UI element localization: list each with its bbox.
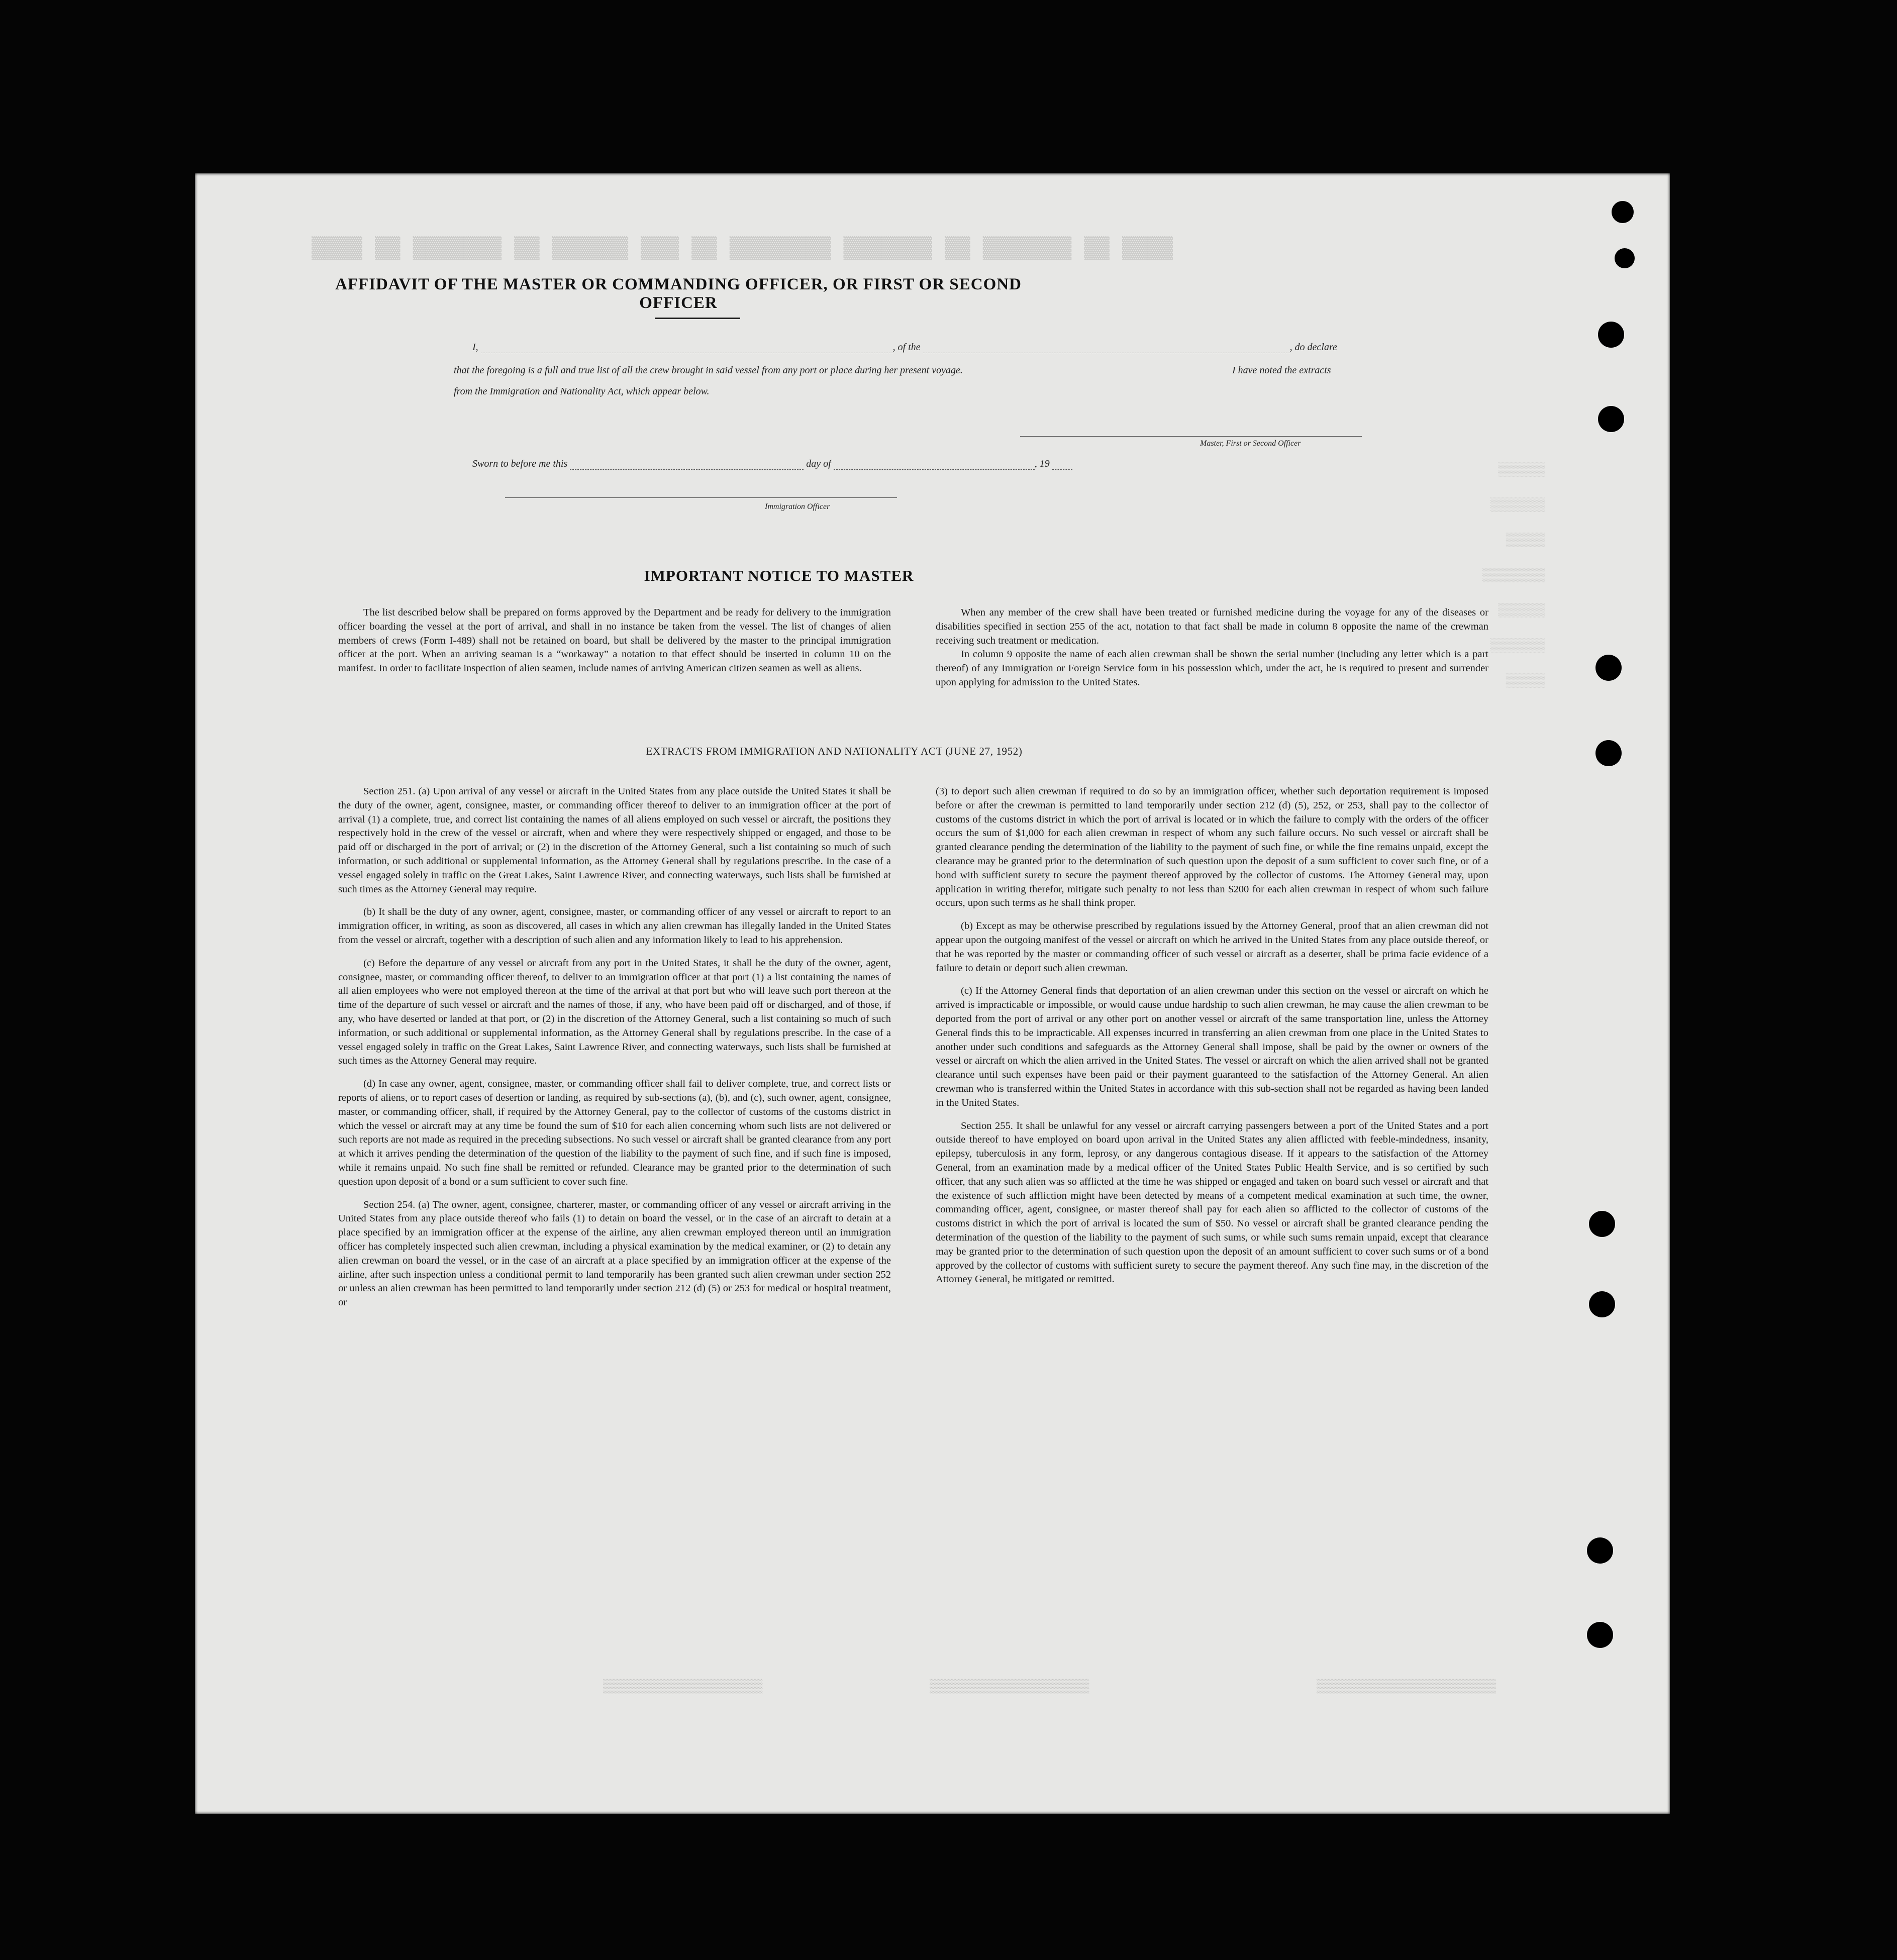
notice-left-paragraph: The list described below shall be prepared on forms approved by the Department and be ready for delivery to the immigration officer boarding the vessel at the port of arrival, and shall in no instance be taken from the vessel. The list of changes of alien members of crews (Form I-489) shall not be retained on board, but shall be delivered by the master to the principal immigration officer at the port. When an arriving seaman is a “workaway” a notation to that effect should be inserted in column 10 on the manifest. In order to facilitate inspection of alien seamen, include names of arriving American citizen seamen as well as aliens. [338, 607, 891, 674]
extract-paragraph: (c) Before the departure of any vessel or aircraft from any port in the United States, it shall be the duty of the owner, agent, consignee, master, or commanding officer thereof, to deliver to an immigration officer at that port (1) a list containing the names of all alien employees who were not employed thereon at the time of the arrival at that port but who will leave such port thereon at the time of the departure of such vessel or aircraft and the names of those, if any, who have been paid off or discharged, and of those, if any, who have deserted or landed at that port, or (2) in the discretion of the Attorney General, such a list containing so much of such information, or such additional or supplemental information, as the Attorney General shall by regulations prescribe. In the case of a vessel engaged solely in traffic on the Great Lakes, Saint Lawrence River, and connecting waterways, such lists shall be furnished at such times as the Attorney General may require. [338, 957, 891, 1067]
notice-right-paragraph-2: In column 9 opposite the name of each alien crewman shall be shown the serial number (including any letter which is a part thereof) of any Immigration or Foreign Service form in his possession which, under the act, he is required to present and surrender upon applying for admission to the United States. [936, 649, 1488, 688]
affidavit-line-2: that the foregoing is a full and true list of all the crew brought in said vessel from any port or place during her present voyage. [454, 365, 963, 376]
sworn-year-field[interactable] [1052, 469, 1072, 470]
extract-paragraph: (c) If the Attorney General finds that deportation of an alien crewman under this section on the vessel or aircraft on which he arrived is impracticable or impossible, or would cause undue hardship to such alien crewman, he may cause the alien crewman to be deported from the port of arrival or any other port on another vessel or aircraft of the same transportation line, unless the Attorney General finds this to be impracticable. All expenses incurred in transferring an alien crewman from one place in the United States to another under such conditions and safeguards as the Attorney General shall impose, shall be paid by the owner or owners of the vessel or aircraft on which the alien arrived in the United States. The vessel or aircraft on which the alien arrived shall not be granted clearance until such expenses have been paid or their payment guaranteed to the satisfaction of the Attorney General. An alien crewman who is transferred within the United States in accordance with this sub-section shall not be regarded as having been landed in the United States. [936, 985, 1488, 1108]
punch-hole [1595, 740, 1622, 766]
affidavit-line-3: from the Immigration and Nationality Act, which appear below. [454, 386, 710, 397]
year-label: , 19 [1034, 458, 1050, 469]
punch-hole [1589, 1291, 1615, 1317]
extract-paragraph: Section 255. It shall be unlawful for any vessel or aircraft carrying passengers between a port of the United States and a port outside thereof to have employed on board upon arrival in the United States any alien afflicted with feeble-mindedness, insanity, epilepsy, tuberculosis in any form, leprosy, or any dangerous contagious disease. If it appears to the satisfaction of the Attorney General, from an examination made by a medical officer of the United States Public Health Service, and is so certified by such officer, that any such alien was so afflicted at the time he was shipped or engaged and taken on board such vessel or aircraft and that the existence of such affliction might have been detected by means of a competent medical examination at such time, the owner, commanding officer, agent, consignee, or master thereof shall pay for each alien so afflicted to the collector of customs of the customs district in which the port of arrival is located the sum of $50. No vessel or aircraft shall be granted clearance pending the determination of the question of the liability to the payment of such sums, or while such sums remain unpaid, except that clearance may be granted prior to the determination of such question upon the deposit of an amount sufficient to cover such sums or of a bond approved by the collector of customs with sufficient surety to secure the payment thereof. Any such fine may, in the discretion of the Attorney General, be mitigated or remitted. [936, 1120, 1488, 1285]
affidavit-of-label: , of the [892, 342, 921, 353]
extract-paragraph: Section 254. (a) The owner, agent, consignee, charterer, master, or commanding officer of any vessel or aircraft arriving in the United States from any place outside thereof who fails (1) to detain on board the vessel, or in the case of an aircraft to detain at a place specified by an immigration officer at the expense of the airline, any alien crewman employed thereon until an immigration officer has completely inspected such alien crewman, including a physical examination by the medical examiner, or (2) to detain any alien crewman on board the vessel, or in the case of an aircraft at a place specified by an immigration officer at the expense of the airline, after such inspection unless a conditional permit to land temporarily has been granted such alien crewman under section 252 or unless an alien crewman has been permitted to land temporarily under section 212 (d) (5) or 253 for medical or hospital treatment, or [338, 1199, 891, 1308]
punch-hole [1587, 1537, 1613, 1564]
extracts-title: EXTRACTS FROM IMMIGRATION AND NATIONALITY ACT (JUNE 27, 1952) [646, 745, 1023, 757]
affidavit-line-2-right: I have noted the extracts [1232, 365, 1331, 376]
affidavit-title: AFFIDAVIT OF THE MASTER OR COMMANDING OFFICER, OR FIRST OR SECOND OFFICER [335, 275, 1022, 312]
punch-hole [1595, 655, 1622, 681]
punch-hole [1598, 406, 1624, 432]
officer-caption: Immigration Officer [765, 502, 830, 511]
day-of-label: day of [806, 458, 831, 469]
notice-right-column [936, 606, 1488, 699]
bleed-through: ▓▓▓▓ ▓▓ ▓▓▓▓▓▓▓ ▓▓ ▓▓▓▓▓▓▓ ▓▓▓▓▓▓▓▓ ▓▓ ▓▓▓ ▓▓▓▓▓▓ ▓▓ ▓▓▓▓▓▓▓ ▓▓ ▓▓▓▓ [312, 236, 1173, 260]
notice-title: IMPORTANT NOTICE TO MASTER [644, 567, 914, 584]
punch-hole [1612, 201, 1634, 223]
bleed-through: ▒▒▒▒▒▒▒▒▒▒▒▒▒▒▒▒ [603, 1678, 763, 1694]
punch-hole [1598, 322, 1624, 348]
sworn-day-field[interactable] [570, 469, 804, 470]
bleed-through: ▒▒▒▒▒▒▒▒▒▒▒▒▒▒▒▒ [930, 1678, 1089, 1694]
notice-right-paragraph-1: When any member of the crew shall have been treated or furnished medicine during the voyage for any of the diseases or disabilities specified in section 255 of the act, notation to that fact shall be made in column 8 opposite the name of the crewman receiving such treatment or medication. [936, 607, 1488, 646]
master-signature-line[interactable] [1020, 436, 1362, 437]
affidavit-line-1 [472, 342, 1337, 353]
notice-left-column [338, 606, 891, 685]
affidavit-declare-label: , do declare [1289, 342, 1337, 353]
sworn-label: Sworn to before me this [472, 458, 568, 469]
extracts-left-column [338, 785, 891, 1319]
officer-signature-line[interactable] [505, 497, 897, 498]
bleed-through: ▒▒▒▒▒▒▒▒▒▒▒▒▒▒▒▒▒▒ [1317, 1678, 1496, 1694]
extracts-right-column [936, 785, 1488, 1296]
master-caption: Master, First or Second Officer [1200, 439, 1301, 448]
extract-paragraph: (d) In case any owner, agent, consignee, master, or commanding officer shall fail to deliver complete, true, and correct lists or reports of aliens, or to report cases of desertion or landing, as required by sub-sections (a), (b), and (c), such owner, agent, consignee, master, or commanding officer, shall, if required by the Attorney General, pay to the collector of customs of the customs district in which the vessel or aircraft may at any time be found the sum of $10 for each alien concerning whom such lists are not delivered or such reports are not made as required in the preceding subsections. No such vessel or aircraft shall be granted clearance from any port at which it arrives pending the determination of the question of the liability to the payment of such fine, and if such fine is imposed, while it remains unpaid. No such fine shall be remitted or refunded. Clearance may be granted prior to the determination of such question upon deposit of a bond or a sum sufficient to cover such fine. [338, 1078, 891, 1187]
punch-hole [1589, 1211, 1615, 1237]
punch-hole [1615, 248, 1635, 268]
extract-paragraph: (3) to deport such alien crewman if required to do so by an immigration officer, whether such deportation requirement is imposed before or after the crewman is permitted to land temporarily under section 212 (d) (5), 252, or 253, shall pay to the collector of customs of the customs district in which the port of arrival is located or in which the failure to comply with the orders of the officer occurs the sum of $1,000 for each alien crewman in respect of whom any such failure occurs. No such vessel or aircraft shall be granted clearance pending the determination of the liability to the payment of such fine, or while the fine remains unpaid, except the clearance may be granted prior to the determination of such question upon the deposit of a sum sufficient to cover such fine, or of a bond with sufficient surety to secure the payment thereof approved by the collector of customs. The Attorney General may, upon application in writing therefor, mitigate such penalty to not less than $200 for each alien crewman in respect of whom such failure occurs, upon such terms as he shall think proper. [936, 786, 1488, 909]
bleed-through: ▒▒▒▒▒▒ ▒▒▒▒▒▒▒ ▒▒▒▒▒ ▒▒▒▒▒▒▒▒ ▒▒▒▒▒▒ ▒▒▒▒▒▒▒ ▒▒▒▒▒ [1482, 462, 1545, 688]
sworn-line [472, 458, 1072, 470]
extract-paragraph: Section 251. (a) Upon arrival of any vessel or aircraft in the United States from any place outside the United States it shall be the duty of the owner, agent, consignee, master, or commanding officer thereof to deliver to an immigration officer at the port of arrival (1) a complete, true, and correct list containing the names of all aliens employed on such vessel or aircraft, the positions they respectively hold in the crew of the vessel or aircraft, when and where they were respectively shipped or engaged, and those to be paid off or discharged in the port of arrival; or (2) in the discretion of the Attorney General, such a list containing so much of such information, or such additional or supplemental information, as the Attorney General shall by regulations prescribe. In the case of a vessel engaged solely in traffic on the Great Lakes, Saint Lawrence River, and connecting waterways, such lists shall be furnished at such times as the Attorney General may require. [338, 786, 891, 895]
affidavit-i-label: I, [472, 342, 478, 353]
sworn-month-field[interactable] [834, 469, 1035, 470]
punch-hole [1587, 1622, 1613, 1648]
extract-paragraph: (b) Except as may be otherwise prescribed by regulations issued by the Attorney General, proof that an alien crewman did not appear upon the outgoing manifest of the vessel or aircraft on which he arrived in the United States from any place outside thereof, or that he was reported by the master or commanding officer of such vessel or aircraft as a deserter, shall be prima facie evidence of a failure to detain or deport such alien crewman. [936, 920, 1488, 974]
extract-paragraph: (b) It shall be the duty of any owner, agent, consignee, master, or commanding officer of any vessel or aircraft to report to an immigration officer, in writing, as soon as discovered, all cases in which any alien crewman has illegally landed in the United States from the vessel or aircraft, together with a description of such alien and any information likely to lead to his apprehension. [338, 906, 891, 946]
title-rule [655, 318, 740, 319]
